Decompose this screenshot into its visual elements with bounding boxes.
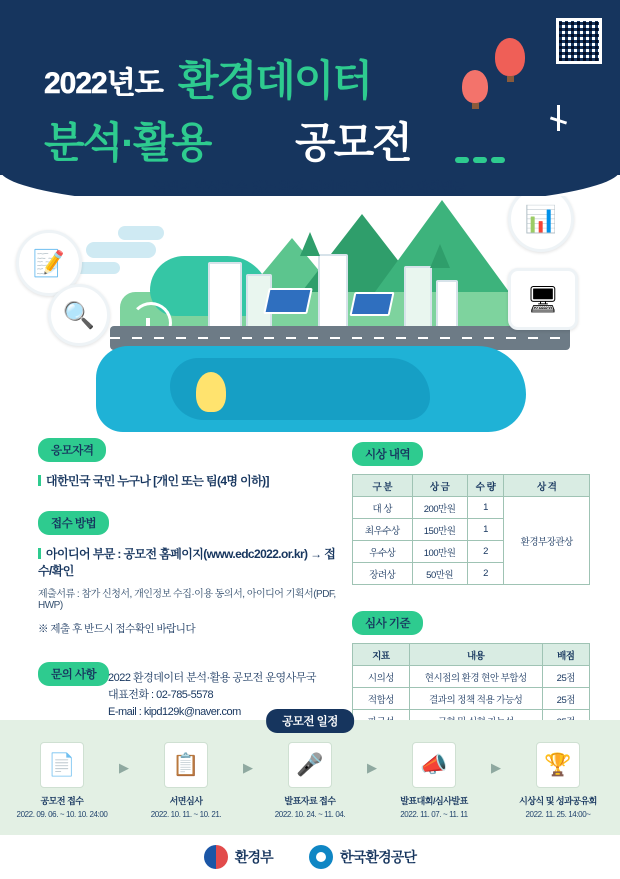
building-icon-3 xyxy=(318,254,348,330)
trophy-icon: 🏆 xyxy=(536,742,580,788)
prize-r2c2: 2 xyxy=(467,541,504,563)
solar-panel-icon-2 xyxy=(349,292,394,316)
prizes-tag: 시상 내역 xyxy=(352,442,423,466)
illustration-band xyxy=(0,196,620,436)
prizes-col-2: 수 량 xyxy=(467,475,504,497)
lightbulb-idea-icon xyxy=(196,372,226,412)
criteria-col-2: 배점 xyxy=(542,644,589,666)
keco-logo xyxy=(309,845,416,869)
arrow-icon-4: ▶ xyxy=(491,760,501,775)
keco-mark-icon xyxy=(309,845,333,869)
clipboard-icon: 📋 xyxy=(164,742,208,788)
step-2-label: 서면심사 xyxy=(169,796,203,806)
schedule-step-2 xyxy=(134,742,238,819)
criteria-col-0: 지표 xyxy=(353,644,410,666)
schedule-title: 공모전 일정 xyxy=(266,709,354,733)
step-5-label: 시상식 및 성과공유회 xyxy=(519,796,597,806)
method-docs: 제출서류 : 참가 신청서, 개인정보 수집·이용 동의서, 아이디어 기획서(PDF, HWP) xyxy=(38,589,336,611)
step-4-label: 발표대회/심사발표 xyxy=(400,796,468,806)
step-3-label: 발표자료 접수 xyxy=(284,796,336,806)
arrow-icon-3: ▶ xyxy=(367,760,377,775)
monitor-screen-icon: 🖥 xyxy=(508,268,578,330)
inquiry-line-3: E-mail : kipd129k@naver.com xyxy=(108,706,241,719)
criteria-header-row xyxy=(353,644,590,666)
method-section xyxy=(38,511,338,636)
magnifier-search-icon: 🔍 xyxy=(48,284,110,346)
prizes-section xyxy=(352,442,590,585)
table-row xyxy=(353,666,590,688)
ministry-of-environment-logo xyxy=(204,845,273,869)
method-bullet: 아이디어 부문 : 공모전 홈페이지(www.edc2022.or.kr) → 접수/확인 xyxy=(38,545,338,579)
building-icon-1 xyxy=(208,262,242,330)
content-area xyxy=(0,430,620,720)
prizes-col-1: 상 금 xyxy=(412,475,467,497)
decorative-dashes xyxy=(455,150,525,158)
inquiry-line-1: 2022 환경데이터 분석·활용 공모전 운영사무국 xyxy=(108,672,316,684)
prize-r3c0: 장려상 xyxy=(353,563,413,585)
arrow-icon-1: ▶ xyxy=(119,760,129,775)
prize-r1c1: 150만원 xyxy=(412,519,467,541)
prize-r1c2: 1 xyxy=(467,519,504,541)
schedule-step-4 xyxy=(382,742,486,819)
right-column xyxy=(352,442,590,754)
crit-r1c2: 25점 xyxy=(542,688,589,710)
document-icon: 📄 xyxy=(40,742,84,788)
eligibility-section xyxy=(38,438,338,489)
step-1-date: 2022. 09. 06. ~ 10. 10. 24:00 xyxy=(16,810,108,819)
prize-r0c2: 1 xyxy=(467,497,504,519)
taegeuk-icon xyxy=(204,845,228,869)
schedule-step-1 xyxy=(10,742,114,819)
crit-r1c0: 적합성 xyxy=(353,688,410,710)
poster-title-line2: 분석·활용 xyxy=(44,119,211,166)
prize-award-merged: 환경부장관상 xyxy=(504,497,590,585)
poster-title-line3: 공모전 xyxy=(295,119,411,166)
method-tag: 접수 방법 xyxy=(38,511,109,535)
tree-icon-2 xyxy=(430,244,450,268)
prize-r2c1: 100만원 xyxy=(412,541,467,563)
step-5-date: 2022. 11. 25. 14:00~ xyxy=(525,810,591,819)
prizes-col-3: 상 격 xyxy=(504,475,590,497)
qr-code-icon[interactable] xyxy=(556,18,602,64)
prize-r3c2: 2 xyxy=(467,563,504,585)
prize-r3c1: 50만원 xyxy=(412,563,467,585)
table-row xyxy=(353,497,590,519)
eligibility-text: 대한민국 국민 누구나 [개인 또는 팀(4명 이하)] xyxy=(38,472,338,489)
step-4-date: 2022. 11. 07. ~ 11. 11 xyxy=(400,810,468,819)
cloud-icon-2 xyxy=(118,226,164,240)
presentation-icon: 🎤 xyxy=(288,742,332,788)
poster-title-line1: 환경데이터 xyxy=(178,57,371,104)
hot-air-balloon-icon xyxy=(462,70,488,103)
prizes-header-row xyxy=(353,475,590,497)
criteria-tag: 심사 기준 xyxy=(352,611,423,635)
schedule-step-5 xyxy=(506,742,610,819)
criteria-col-1: 내용 xyxy=(409,644,542,666)
inquiry-tag: 문의 사항 xyxy=(38,662,109,686)
keco-label: 한국환경공단 xyxy=(339,849,417,865)
step-3-date: 2022. 10. 24. ~ 11. 04. xyxy=(274,810,346,819)
schedule-steps xyxy=(0,742,620,819)
left-column xyxy=(38,438,338,738)
building-icon-5 xyxy=(436,280,458,330)
solar-panel-icon-1 xyxy=(263,288,313,314)
poster-header xyxy=(0,0,620,175)
table-row xyxy=(353,688,590,710)
prize-r0c1: 200만원 xyxy=(412,497,467,519)
report-document-icon: 📝 xyxy=(16,230,82,296)
crit-r1c1: 결과의 정책 적용 가능성 xyxy=(409,688,542,710)
prize-r2c0: 우수상 xyxy=(353,541,413,563)
footer-logos xyxy=(0,835,620,879)
step-1-label: 공모전 접수 xyxy=(40,796,84,806)
crit-r0c1: 현시점의 환경 현안 부합성 xyxy=(409,666,542,688)
hot-air-balloon-icon-2 xyxy=(495,38,525,76)
eligibility-tag: 응모자격 xyxy=(38,438,106,462)
crit-r0c2: 25점 xyxy=(542,666,589,688)
building-icon-4 xyxy=(404,266,432,330)
method-note: ※ 제출 후 반드시 접수확인 바랍니다 xyxy=(38,623,196,635)
schedule-band xyxy=(0,716,620,835)
bar-chart-icon: 📊 xyxy=(508,196,574,252)
inquiry-line-2: 대표전화 : 02-785-5578 xyxy=(108,689,214,702)
ministry-of-environment-label: 환경부 xyxy=(234,849,273,865)
arrow-icon-2: ▶ xyxy=(243,760,253,775)
tree-icon-1 xyxy=(300,232,320,256)
step-2-date: 2022. 10. 11. ~ 10. 21. xyxy=(150,810,222,819)
poster-year: 2022년도 xyxy=(44,67,163,100)
prize-r1c0: 최우수상 xyxy=(353,519,413,541)
crit-r0c0: 시의성 xyxy=(353,666,410,688)
cloud-icon-1 xyxy=(86,242,156,258)
prizes-table xyxy=(352,474,590,585)
prize-r0c0: 대 상 xyxy=(353,497,413,519)
schedule-step-3 xyxy=(258,742,362,819)
poster-subtitle: 국민이 안심할 수 있는 환경, 데이터로 도약하는 대한민국 xyxy=(154,180,466,195)
antenna-tower-icon xyxy=(548,105,570,131)
prizes-col-0: 구 분 xyxy=(353,475,413,497)
megaphone-icon: 📣 xyxy=(412,742,456,788)
